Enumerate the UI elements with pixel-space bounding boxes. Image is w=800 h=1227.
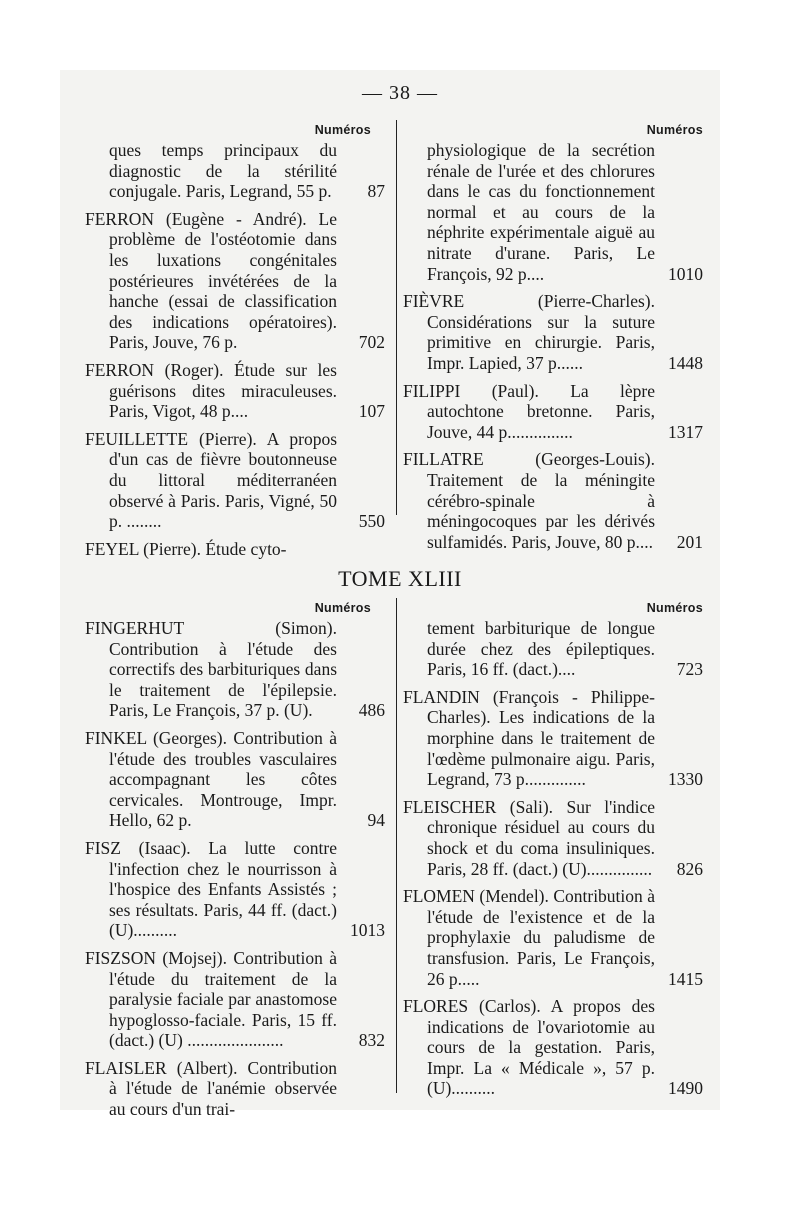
entry-text: FINKEL (Georges). Contribution à l'étude des troubles vasculaires accompagnant les côtes cervicales. Montrouge, Impr. Hello, 62 p. [85, 727, 337, 831]
column-header: Numéros [314, 123, 371, 137]
bibliography-entry [403, 291, 703, 373]
entry-text: FISZSON (Mojsej). Contribution à l'étude du traitement de la paralysie faciale par anastomose hypoglosso-faciale. Paris, 15 ff. (dact.) (U) ...................... [85, 947, 337, 1051]
bibliography-entry [85, 948, 385, 1051]
bibliography-entry [85, 360, 385, 422]
bibliography-entry [85, 1058, 385, 1120]
entry-text: FERRON (Roger). Étude sur les guérisons dites miraculeuses. Paris, Vigot, 48 p.... [85, 359, 337, 422]
entry-text: FERRON (Eugène - André). Le problème de l'ostéotomie dans les luxations congénitales postérieures invétérées de la hanche (essai de classification des indications opératoires). Paris, Jouve, 76 p. [85, 208, 337, 353]
column-header: Numéros [646, 123, 703, 137]
entry-number: 94 [367, 810, 385, 831]
bibliography-entry [403, 797, 703, 879]
bibliography-entry [85, 618, 385, 721]
top-section [85, 120, 715, 559]
bibliography-entry [403, 381, 703, 443]
bibliography-entry [403, 996, 703, 1099]
bottom-left-column [85, 598, 385, 1127]
column-header: Numéros [314, 601, 371, 615]
column-header: Numéros [646, 601, 703, 615]
bibliography-entry [403, 618, 703, 680]
entry-text: FINGERHUT (Simon). Contribution à l'étude des correctifs des barbituriques dans le traitement de l'épilepsie. Paris, Le François, 37 p. (U). [85, 618, 337, 721]
entry-text: FILIPPI (Paul). La lèpre autochtone bretonne. Paris, Jouve, 44 p............... [403, 380, 655, 442]
entry-text: tement barbiturique de longue durée chez des épileptiques. Paris, 16 ff. (dact.).... [427, 618, 655, 680]
entry-number: 201 [676, 531, 703, 552]
entry-text: physiologique de la secrétion rénale de l'urée et des chlorures dans le cas du fonctionnement normal et au cours de la néphrite expérimentale aiguë au nitrate d'urane. Paris, Le François, 92 p.... [427, 140, 655, 284]
bottom-right-column [403, 598, 703, 1106]
entry-number: 87 [367, 181, 385, 202]
entry-number: 702 [358, 332, 385, 353]
entry-number: 826 [676, 858, 703, 879]
entry-number: 832 [358, 1030, 385, 1051]
bottom-section [85, 598, 715, 1120]
entry-text: FILLATRE (Georges-Louis). Traitement de la méningite cérébro-spinale à méningocoques par les dérivés sulfamidés. Paris, Jouve, 80 p.... [403, 449, 655, 552]
entry-text: FLOMEN (Mendel). Contribution à l'étude de l'existence et de la prophylaxie du paludisme de transfusion. Paris, Le François, 26 p..... [403, 886, 655, 989]
bibliography-entry [403, 687, 703, 790]
entry-text: ques temps principaux du diagnostic de la stérilité conjugale. Paris, Legrand, 55 p. [109, 140, 337, 202]
bibliography-entry [85, 539, 385, 560]
entry-number: 486 [358, 700, 385, 721]
top-right-column [403, 120, 703, 559]
entry-text: FEYEL (Pierre). Étude cyto- [85, 538, 287, 559]
column-divider [396, 598, 397, 1093]
column-divider [396, 120, 397, 515]
entry-text: FLEISCHER (Sali). Sur l'indice chronique résiduel au cours du shock et du coma insuliniques. Paris, 28 ff. (dact.) (U)............... [403, 796, 655, 879]
entry-text: FLANDIN (François - Philippe-Charles). Les indications de la morphine dans le traitement de l'œdème pulmonaire aigu. Paris, Legrand, 73 p.............. [403, 686, 655, 790]
bibliography-entry [403, 886, 703, 989]
top-left-column [85, 120, 385, 566]
entry-number: 723 [676, 659, 703, 680]
entry-text: FIÈVRE (Pierre-Charles). Considérations sur la suture primitive en chirurgie. Paris, Impr. Lapied, 37 p...... [403, 291, 655, 373]
entry-text: FEUILLETTE (Pierre). A propos d'un cas de fièvre boutonneuse du littoral méditerranéen observé à Paris. Paris, Vigné, 50 p. ........ [85, 428, 337, 532]
entry-text: FISZ (Isaac). La lutte contre l'infection chez le nourrisson à l'hospice des Enfants Assistés ; ses résultats. Paris, 44 ff. (dact.) (U).......... [85, 837, 337, 941]
tome-title: TOME XLIII [338, 566, 462, 591]
entry-text: FLAISLER (Albert). Contribution à l'étude de l'anémie observée au cours d'un trai- [85, 1057, 337, 1120]
entry-number: 107 [358, 401, 385, 422]
bibliography-entry [85, 209, 385, 353]
entry-number: 1448 [668, 352, 703, 373]
bibliography-entry [403, 449, 703, 552]
bibliography-entry [85, 728, 385, 831]
page-number: — 38 — [362, 82, 438, 104]
entry-number: 1415 [668, 968, 703, 989]
bibliography-entry [403, 140, 703, 284]
entry-number: 550 [358, 511, 385, 532]
entry-number: 1330 [668, 769, 703, 790]
entry-number: 1317 [668, 421, 703, 442]
entry-number: 1013 [350, 920, 385, 941]
bibliography-entry [85, 429, 385, 532]
bibliography-entry [85, 140, 385, 202]
entry-number: 1010 [668, 263, 703, 284]
entry-number: 1490 [668, 1078, 703, 1099]
bibliography-entry [85, 838, 385, 941]
entry-text: FLORES (Carlos). A propos des indications de l'ovariotomie au cours de la gestation. Paris, Impr. La « Médicale », 57 p. (U).......... [403, 996, 655, 1099]
